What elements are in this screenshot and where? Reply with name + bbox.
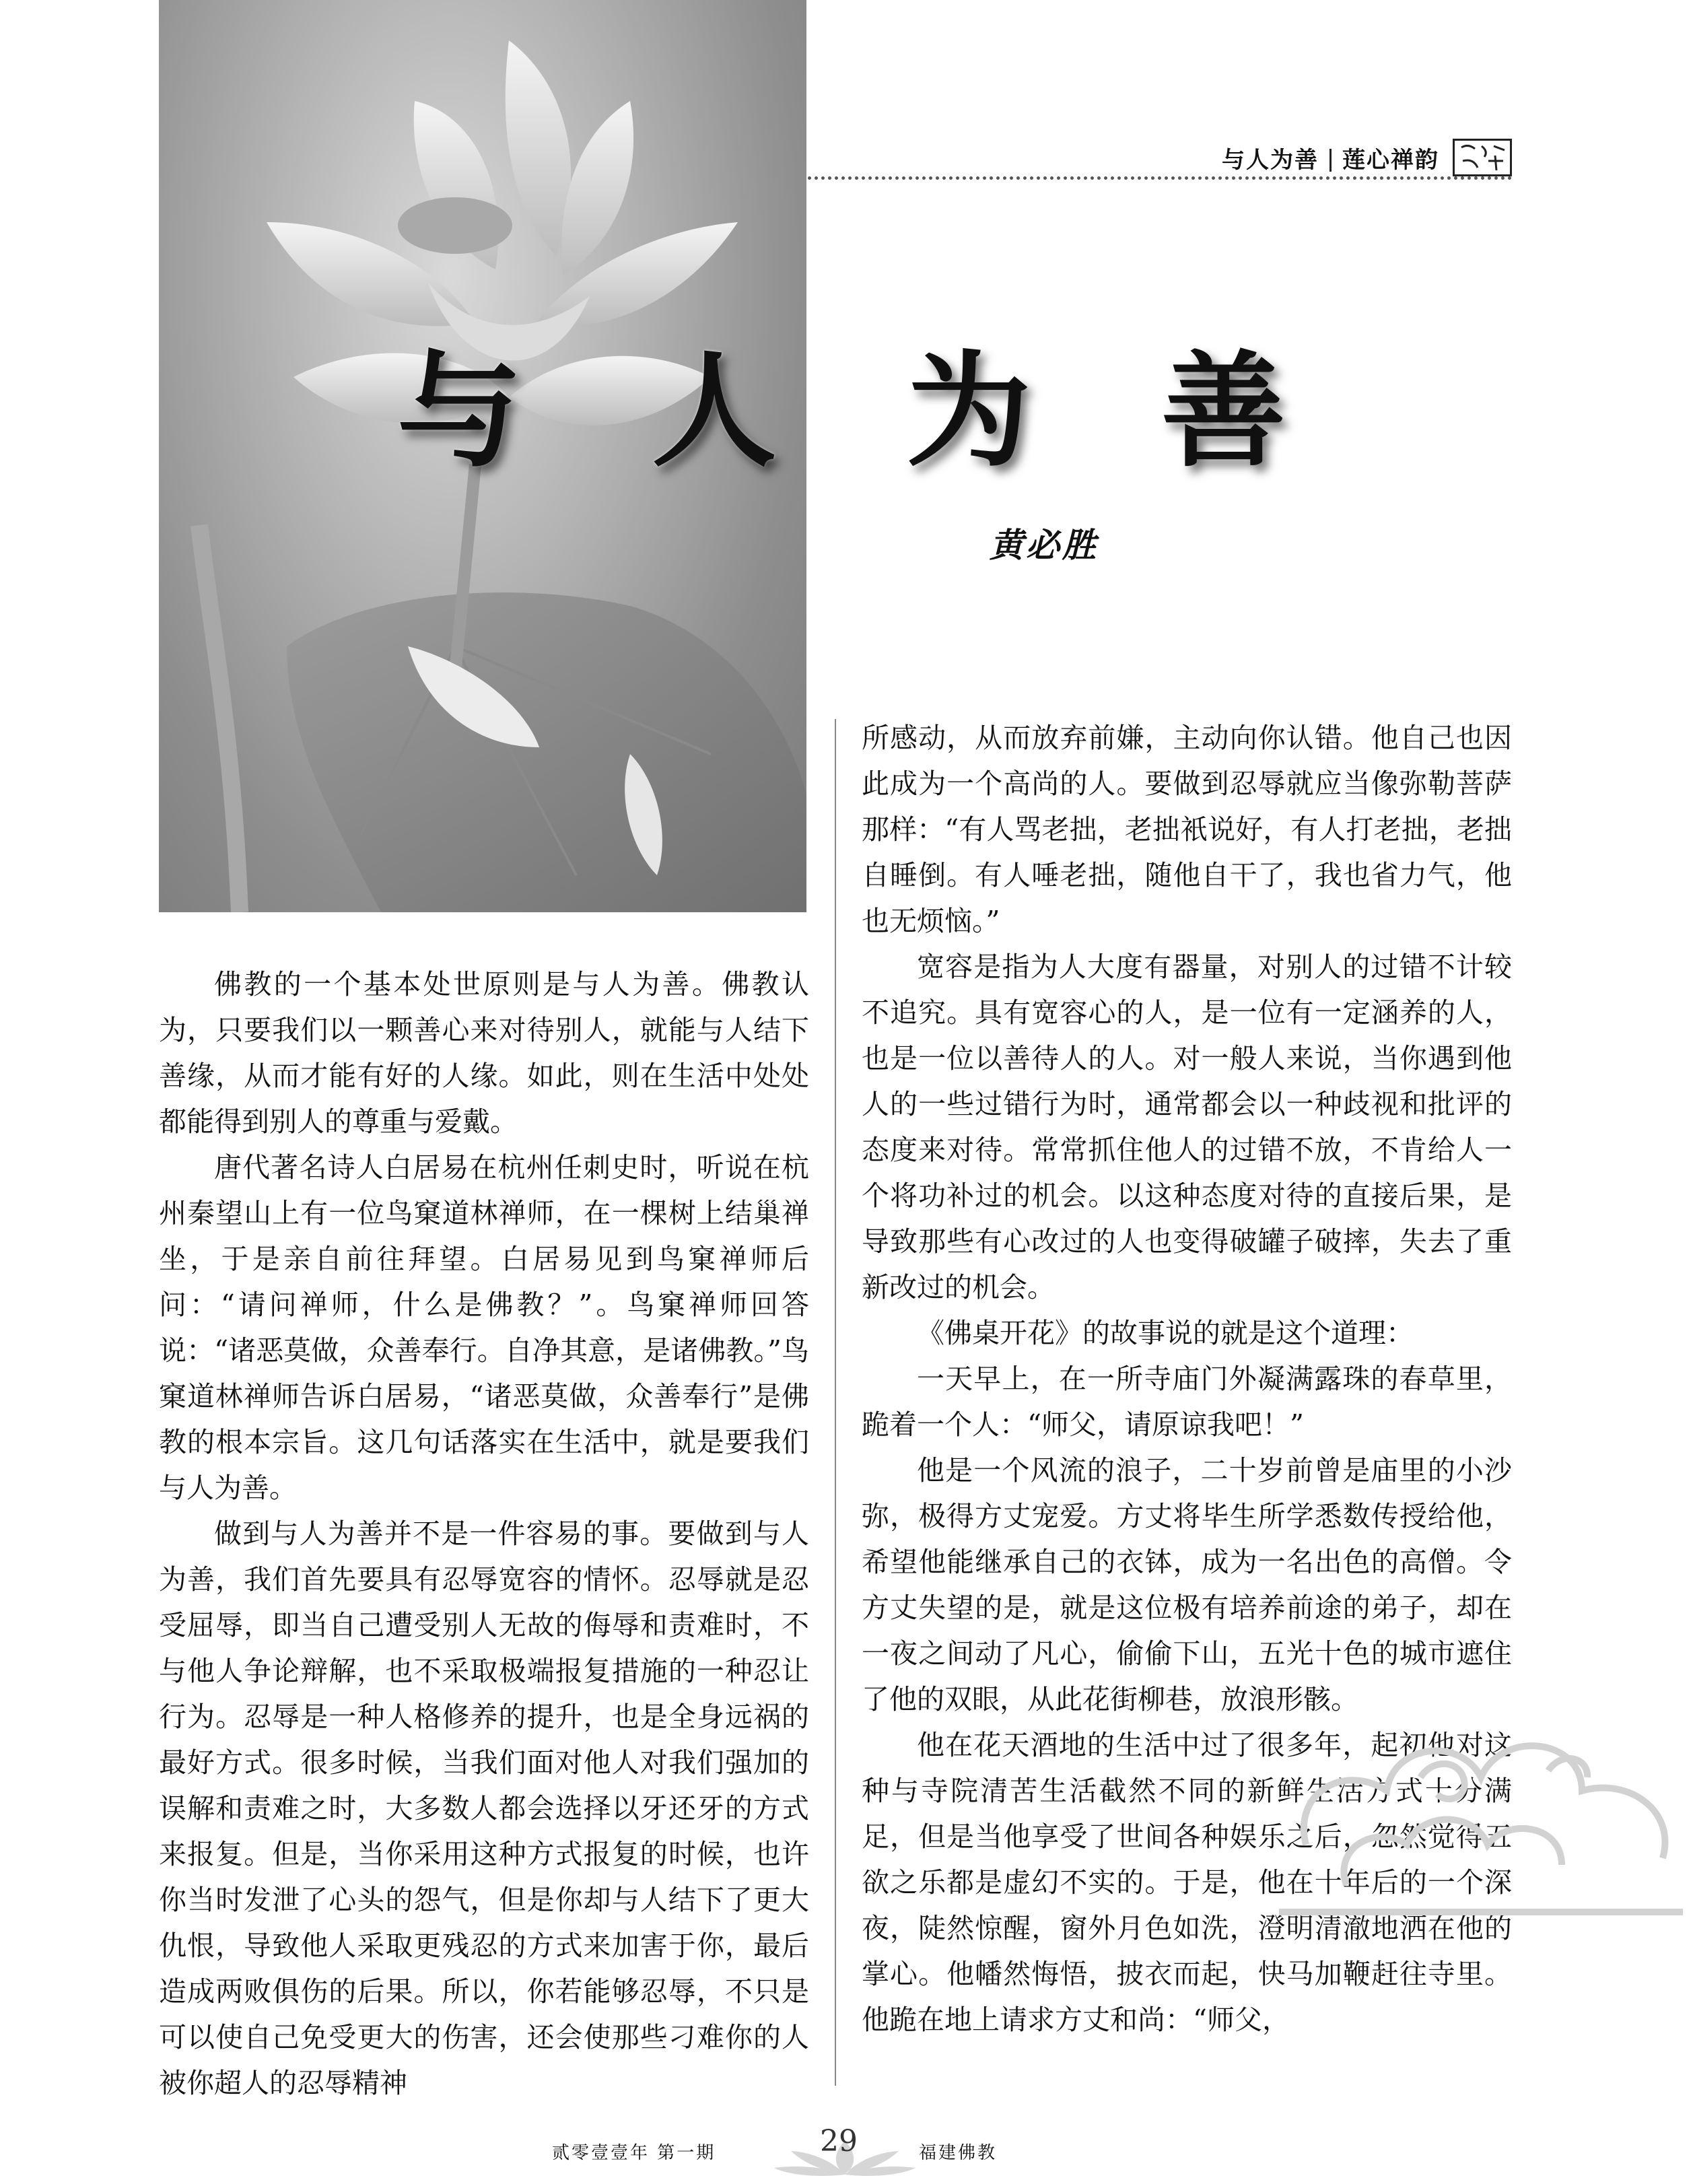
left-column xyxy=(159,961,809,2099)
paragraph: 宽容是指为人大度有器量，对别人的过错不计较不追究。具有宽容心的人，是一位有一定涵养的人，也是一位以善待人的人。对一般人来说，当你遇到他人的一些过错行为时，通常都会以一种歧视和批评的态度来对待。常常抓住他人的过错不放，不肯给人一个将功补过的机会。以这种态度对待的直接后果，是导致那些有心改过的人也变得破罐子破摔，失去了重新改过的机会。 xyxy=(862,951,1512,1303)
paragraph: 一天早上，在一所寺庙门外凝满露珠的春草里，跪着一个人：“师父，请原谅我吧！” xyxy=(862,1363,1512,1441)
paragraph: 唐代著名诗人白居易在杭州任刺史时，听说在杭州秦望山上有一位鸟窠道林禅师，在一棵树上结巢禅坐，于是亲自前往拜望。白居易见到鸟窠禅师后问：“请问禅师，什么是佛教？”。鸟窠禅师回答说：“诸恶莫做，众善奉行。自净其意，是诸佛教。”鸟窠道林禅师告诉白居易，“诸恶莫做，众善奉行”是佛教的根本宗旨。这几句话落实在生活中，就是要我们与人为善。 xyxy=(159,1151,809,1504)
title-char: 为 xyxy=(906,339,1031,484)
column-divider xyxy=(835,719,836,2086)
header-column: 与人为善 xyxy=(1222,147,1319,174)
paragraph: 他在花天酒地的生活中过了很多年，起初他对这种与寺院清苦生活截然不同的新鲜生活方式十分满足，但是当他享受了世间各种娱乐之后，忽然觉得五欲之乐都是虚幻不实的。于是，他在十年后的一个深夜，陡然惊醒，窗外月色如洗，澄明清澈地洒在他的掌心。他幡然悔悟，披衣而起，快马加鞭赶往寺里。他跪在地上请求方丈和尚：“师父， xyxy=(862,1729,1512,2036)
title-char: 人 xyxy=(652,339,777,484)
footer-magazine: 福建佛教 xyxy=(919,2143,998,2163)
paragraph: 做到与人为善并不是一件容易的事。要做到与人为善，我们首先要具有忍辱宽容的情怀。忍辱就是忍受屈辱，即当自己遭受别人无故的侮辱和责难时，不与他人争论辩解，也不采取极端报复措施的一种忍让行为。忍辱是一种人格修养的提升，也是全身远祸的最好方式。很多时候，当我们面对他人对我们强加的误解和责难之时，大多数人都会选择以牙还牙的方式来报复。但是，当你采用这种方式报复的时候，也许你当时发泄了心头的怨气，但是你却与人结下了更大仇恨，导致他人采取更残忍的方式来加害于你，最后造成两败俱伤的后果。所以，你若能够忍辱，不只是可以使自己免受更大的伤害，还会使那些刁难你的人被你超人的忍辱精神 xyxy=(159,1517,809,2099)
page-number: 29 xyxy=(820,2124,858,2158)
running-header xyxy=(808,139,1512,179)
header-separator xyxy=(1329,149,1332,172)
paragraph: 《佛桌开花》的故事说的就是这个道理： xyxy=(917,1317,1414,1349)
paragraph: 他是一个风流的浪子，二十岁前曾是庙里的小沙弥，极得方丈宠爱。方丈将毕生所学悉数传授给他，希望他能继承自己的衣钵，成为一名出色的高僧。令方丈失望的是，就是这位极有培养前途的弟子，却在一夜之间动了凡心，偷偷下山，五光十色的城市遮住了他的双眼，从此花街柳巷，放浪形骸。 xyxy=(862,1454,1512,1715)
right-column xyxy=(862,715,1512,2068)
title-char: 与 xyxy=(397,339,522,484)
page-footer xyxy=(0,2124,1693,2178)
header-section: 莲心禅韵 xyxy=(1342,147,1439,174)
magazine-seal-logo xyxy=(1453,139,1512,176)
footer-issue: 贰零壹壹年 第一期 xyxy=(552,2143,716,2163)
paragraph: 佛教的一个基本处世原则是与人为善。佛教认为，只要我们以一颗善心来对待别人，就能与人结下善缘，从而才能有好的人缘。如此，则在生活中处处都能得到别人的尊重与爱戴。 xyxy=(159,968,809,1138)
paragraph: 所感动，从而放弃前嫌，主动向你认错。他自己也因此成为一个高尚的人。要做到忍辱就应当像弥勒菩萨那样：“有人骂老拙，老拙衹说好，有人打老拙，老拙自睡倒。有人唾老拙，随他自干了，我也省力气，他也无烦恼。” xyxy=(862,722,1512,937)
seal-icon xyxy=(1455,141,1510,174)
header-text xyxy=(1222,141,1439,174)
header-dotted-rule xyxy=(808,176,1512,180)
article-title xyxy=(397,333,1286,484)
author-name: 黄必胜 xyxy=(990,525,1099,565)
title-char: 善 xyxy=(1161,339,1286,484)
